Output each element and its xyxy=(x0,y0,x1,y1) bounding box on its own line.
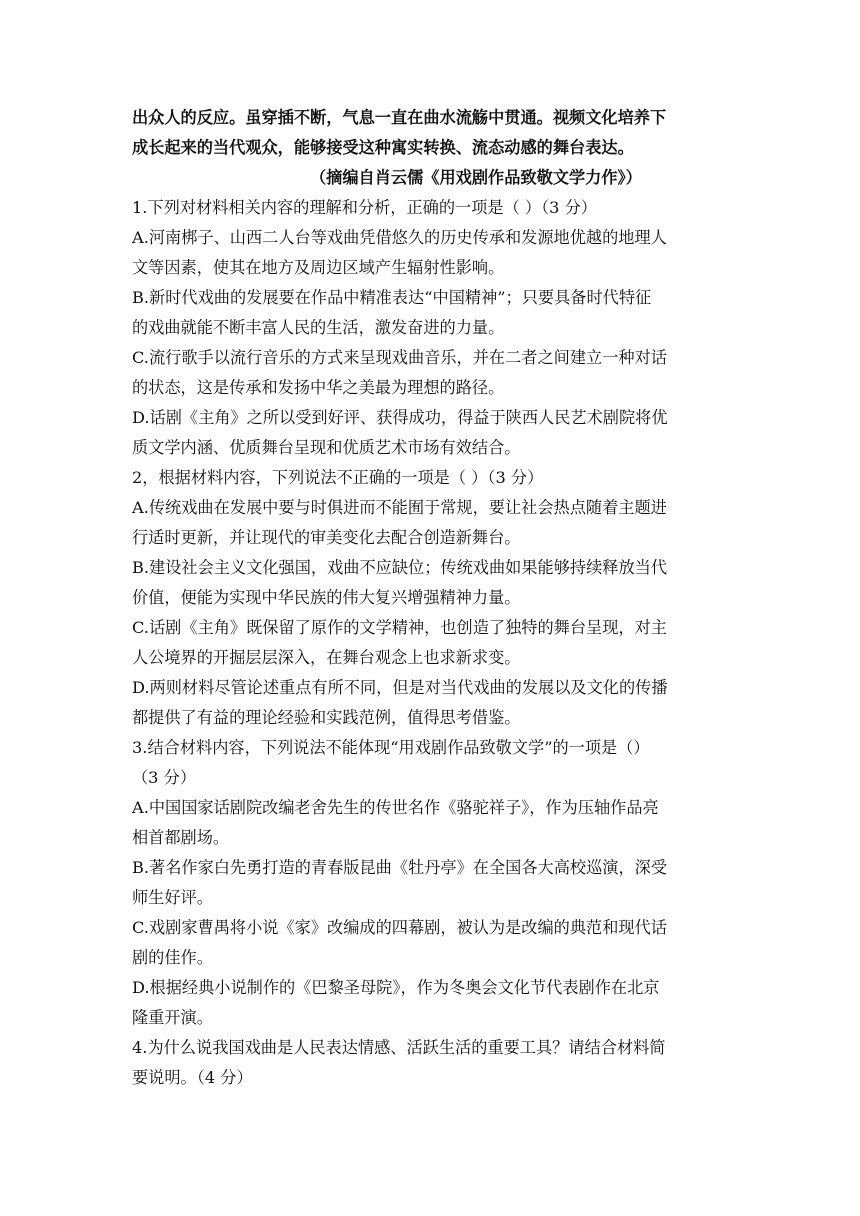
option-b xyxy=(132,853,732,913)
option-line: C.流行歌手以流行音乐的方式来呈现戏曲音乐，并在二者之间建立一种对话 xyxy=(132,348,667,367)
option-line: B.新时代戏曲的发展要在作品中精准表达“中国精神”；只要具备时代特征 xyxy=(132,288,652,307)
option-line: 价值，便能为实现中华民族的伟大复兴增强精神力量。 xyxy=(132,588,521,607)
option-d xyxy=(132,403,732,463)
option-b xyxy=(132,283,732,343)
option-a xyxy=(132,223,732,283)
option-line: 的状态，这是传承和发扬中华之美最为理想的路径。 xyxy=(132,378,505,397)
option-line: C.戏剧家曹禺将小说《家》改编成的四幕剧，被认为是改编的典范和现代话 xyxy=(132,918,667,937)
question-stem: 4.为什么说我国戏曲是人民表达情感、活跃生活的重要工具？请结合材料简 xyxy=(132,1038,666,1057)
question-1 xyxy=(132,193,732,463)
option-line: B.建设社会主义文化强国，戏曲不应缺位；传统戏曲如果能够持续释放当代 xyxy=(132,558,668,577)
source-citation: （摘编自肖云儒《用戏剧作品致敬文学力作》） xyxy=(310,168,642,187)
option-line: 隆重开演。 xyxy=(132,1008,213,1027)
option-d xyxy=(132,673,732,733)
option-a xyxy=(132,793,732,853)
question-stem: （3 分） xyxy=(132,768,197,787)
option-line: 师生好评。 xyxy=(132,888,213,907)
lead-line: 出众人的反应。虽穿插不断，气息一直在曲水流觞中贯通。视频文化培养下 xyxy=(132,108,667,127)
option-line: 文等因素，使其在地方及周边区域产生辐射性影响。 xyxy=(132,258,505,277)
question-stem: 要说明。（4 分） xyxy=(132,1068,253,1087)
option-line: 行适时更新，并让现代的审美变化去配合创造新舞台。 xyxy=(132,528,521,547)
question-3 xyxy=(132,733,732,1033)
option-line: D.话剧《主角》之所以受到好评、获得成功，得益于陕西人民艺术剧院将优 xyxy=(132,408,668,427)
option-line: C.话剧《主角》既保留了原作的文学精神，也创造了独特的舞台呈现，对主 xyxy=(132,618,667,637)
option-c xyxy=(132,343,732,403)
option-d xyxy=(132,973,732,1033)
option-line: 相首都剧场。 xyxy=(132,828,230,847)
option-line: B.著名作家白先勇打造的青春版昆曲《牡丹亭》在全国各大高校巡演，深受 xyxy=(132,858,668,877)
option-line: A.河南梆子、山西二人台等戏曲凭借悠久的历史传承和发源地优越的地理人 xyxy=(132,228,667,247)
question-2 xyxy=(132,463,732,733)
question-stem: 2，根据材料内容，下列说法不正确的一项是（ ）（3 分） xyxy=(132,468,544,487)
option-line: 都提供了有益的理论经验和实践范例，值得思考借鉴。 xyxy=(132,708,521,727)
question-4 xyxy=(132,1033,732,1093)
option-b xyxy=(132,553,732,613)
option-a xyxy=(132,493,732,553)
option-c xyxy=(132,613,732,673)
option-line: D.根据经典小说制作的《巴黎圣母院》，作为冬奥会文化节代表剧作在北京 xyxy=(132,978,660,997)
option-line: D.两则材料尽管论述重点有所不同，但是对当代戏曲的发展以及文化的传播 xyxy=(132,678,668,697)
option-c xyxy=(132,913,732,973)
question-stem: 3.结合材料内容，下列说法不能体现“用戏剧作品致敬文学”的一项是（） xyxy=(132,738,650,757)
option-line: 人公境界的开掘层层深入，在舞台观念上也求新求变。 xyxy=(132,648,521,667)
option-line: A.传统戏曲在发展中要与时俱进而不能囿于常规，要让社会热点随着主题进 xyxy=(132,498,667,517)
option-line: 质文学内涵、优质舞台呈现和优质艺术市场有效结合。 xyxy=(132,438,521,457)
option-line: 剧的佳作。 xyxy=(132,948,213,967)
question-stem: 1.下列对材料相关内容的理解和分析，正确的一项是（ ）（3 分） xyxy=(132,198,597,217)
exam-text-block xyxy=(132,103,732,1093)
option-line: 的戏曲就能不断丰富人民的生活，激发奋进的力量。 xyxy=(132,318,505,337)
lead-line: 成长起来的当代观众，能够接受这种寓实转换、流态动感的舞台表达。 xyxy=(132,138,634,157)
option-line: A.中国国家话剧院改编老舍先生的传世名作《骆驼祥子》，作为压轴作品亮 xyxy=(132,798,659,817)
